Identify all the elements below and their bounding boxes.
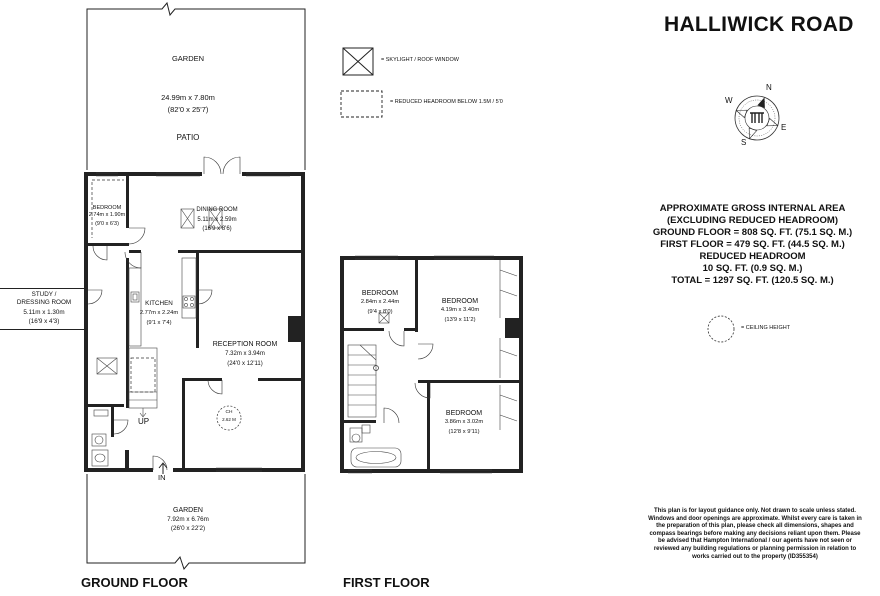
wardrobes — [500, 260, 517, 430]
kitchen-metric: 2.77m x 2.24m — [139, 310, 179, 316]
reception-room-imperial: (24'0 x 12'11) — [227, 361, 263, 367]
study-metric: 5.11m x 1.30m — [23, 309, 65, 316]
dining-room-name: DINING ROOM — [196, 207, 238, 213]
legend-ceiling-height-label: = CEILING HEIGHT — [741, 325, 791, 331]
area-line-6: 10 SQ. FT. (0.9 SQ. M.) — [702, 263, 803, 274]
ground-floor-doors — [88, 228, 222, 470]
first-floor-label: FIRST FLOOR — [343, 575, 430, 590]
patio-label: PATIO — [176, 133, 200, 142]
kitchen-imperial: (9'1 x 7'4) — [146, 320, 172, 326]
rear-garden-metric: 24.99m x 7.80m — [161, 93, 215, 102]
entrance-label: IN — [158, 473, 166, 482]
front-garden-name: GARDEN — [173, 507, 203, 514]
compass-west-label: W — [725, 96, 733, 105]
area-line-7: TOTAL = 1297 SQ. FT. (120.5 SQ. M.) — [671, 275, 834, 286]
gf-bedroom-imperial: (9'0 x 6'3) — [95, 221, 119, 227]
first-floor-stairs — [348, 345, 379, 417]
ff-bedroom-small-name: BEDROOM — [361, 290, 399, 297]
ff-bedroom-large-name: BEDROOM — [441, 298, 479, 305]
ff-bedroom-rear-metric: 3.86m x 3.02m — [444, 419, 484, 425]
ff-bedroom-small-metric: 2.84m x 2.44m — [360, 299, 400, 305]
front-garden-imperial: (26'0 x 22'2) — [170, 525, 206, 532]
french-doors — [204, 157, 240, 174]
legend-ceiling-height-symbol — [708, 316, 734, 342]
rear-garden-imperial: (82'0 x 25'7) — [167, 105, 209, 114]
ff-bedroom-small-imperial: (9'4 x 8'0) — [367, 309, 393, 315]
area-line-4: FIRST FLOOR = 479 SQ. FT. (44.5 SQ. M.) — [660, 239, 845, 250]
ground-stairs — [129, 348, 157, 417]
front-garden-metric: 7.92m x 6.76m — [167, 516, 209, 523]
stairs-up-label: UP — [138, 417, 150, 426]
rear-garden-outline — [87, 3, 305, 170]
area-summary — [630, 203, 875, 287]
compass-rose — [735, 96, 779, 140]
dining-room-imperial: (16'9 x 8'6) — [202, 226, 232, 232]
ff-bedroom-large-metric: 4.19m x 3.40m — [440, 307, 480, 313]
legend-reduced-headroom-label: = REDUCED HEADROOM BELOW 1.5M / 5'0 — [390, 99, 503, 105]
area-line-5: REDUCED HEADROOM — [699, 251, 806, 262]
ground-wc-fittings — [92, 410, 108, 466]
ceiling-marker-label: CH — [225, 410, 233, 415]
legend-reduced-headroom-symbol — [341, 91, 382, 117]
bathroom-fittings — [350, 425, 401, 467]
compass-east-label: E — [781, 123, 787, 132]
legend-skylight-label: = SKYLIGHT / ROOF WINDOW — [381, 57, 459, 63]
area-line-1: APPROXIMATE GROSS INTERNAL AREA — [659, 203, 846, 214]
ceiling-marker-value: 2.62 M — [222, 417, 236, 422]
ff-bedroom-rear-imperial: (12'8 x 9'11) — [448, 429, 480, 435]
area-line-2: (EXCLUDING REDUCED HEADROOM) — [667, 215, 838, 226]
first-floor-walls — [340, 256, 523, 473]
study-name: STUDY / — [31, 291, 57, 298]
ff-bedroom-rear-name: BEDROOM — [445, 410, 483, 417]
gf-bedroom-name: BEDROOM — [92, 205, 122, 211]
reception-room-name: RECEPTION ROOM — [212, 341, 278, 348]
gf-bedroom-metric: 2.74m x 1.90m — [88, 212, 126, 218]
ground-skylights — [97, 209, 222, 374]
rear-garden-name: GARDEN — [171, 54, 205, 63]
study-name-2: DRESSING ROOM — [16, 299, 72, 306]
reception-room-metric: 7.32m x 3.94m — [225, 351, 265, 357]
dining-room-metric: 5.11m x 2.59m — [197, 217, 237, 223]
page-title: HALLIWICK ROAD — [664, 13, 854, 36]
ff-bedroom-large-imperial: (13'9 x 11'2) — [444, 317, 476, 323]
legend-skylight-symbol — [343, 48, 373, 75]
first-floor-windows — [348, 256, 494, 473]
area-line-3: GROUND FLOOR = 808 SQ. FT. (75.1 SQ. M.) — [652, 227, 853, 238]
compass-north-label: N — [766, 83, 772, 92]
ground-floor-label: GROUND FLOOR — [81, 575, 188, 590]
kitchen-name: KITCHEN — [145, 300, 173, 307]
disclaimer-text: This plan is for layout guidance only. Not drawn to scale unless stated. Windows and door openings are approximate. Whilst every care is taken in the preparation of this plan, please check all dimensions, shapes and compass bearings before making any decisions reliant upon them. Please be advised that Hampton International / our agents have not seen or reviewed any building regulations or planning permission in relation to works carried out to the property (ID355354) — [648, 508, 862, 560]
study-imperial: (16'9 x 4'3) — [28, 318, 60, 325]
compass-south-label: S — [741, 138, 747, 147]
